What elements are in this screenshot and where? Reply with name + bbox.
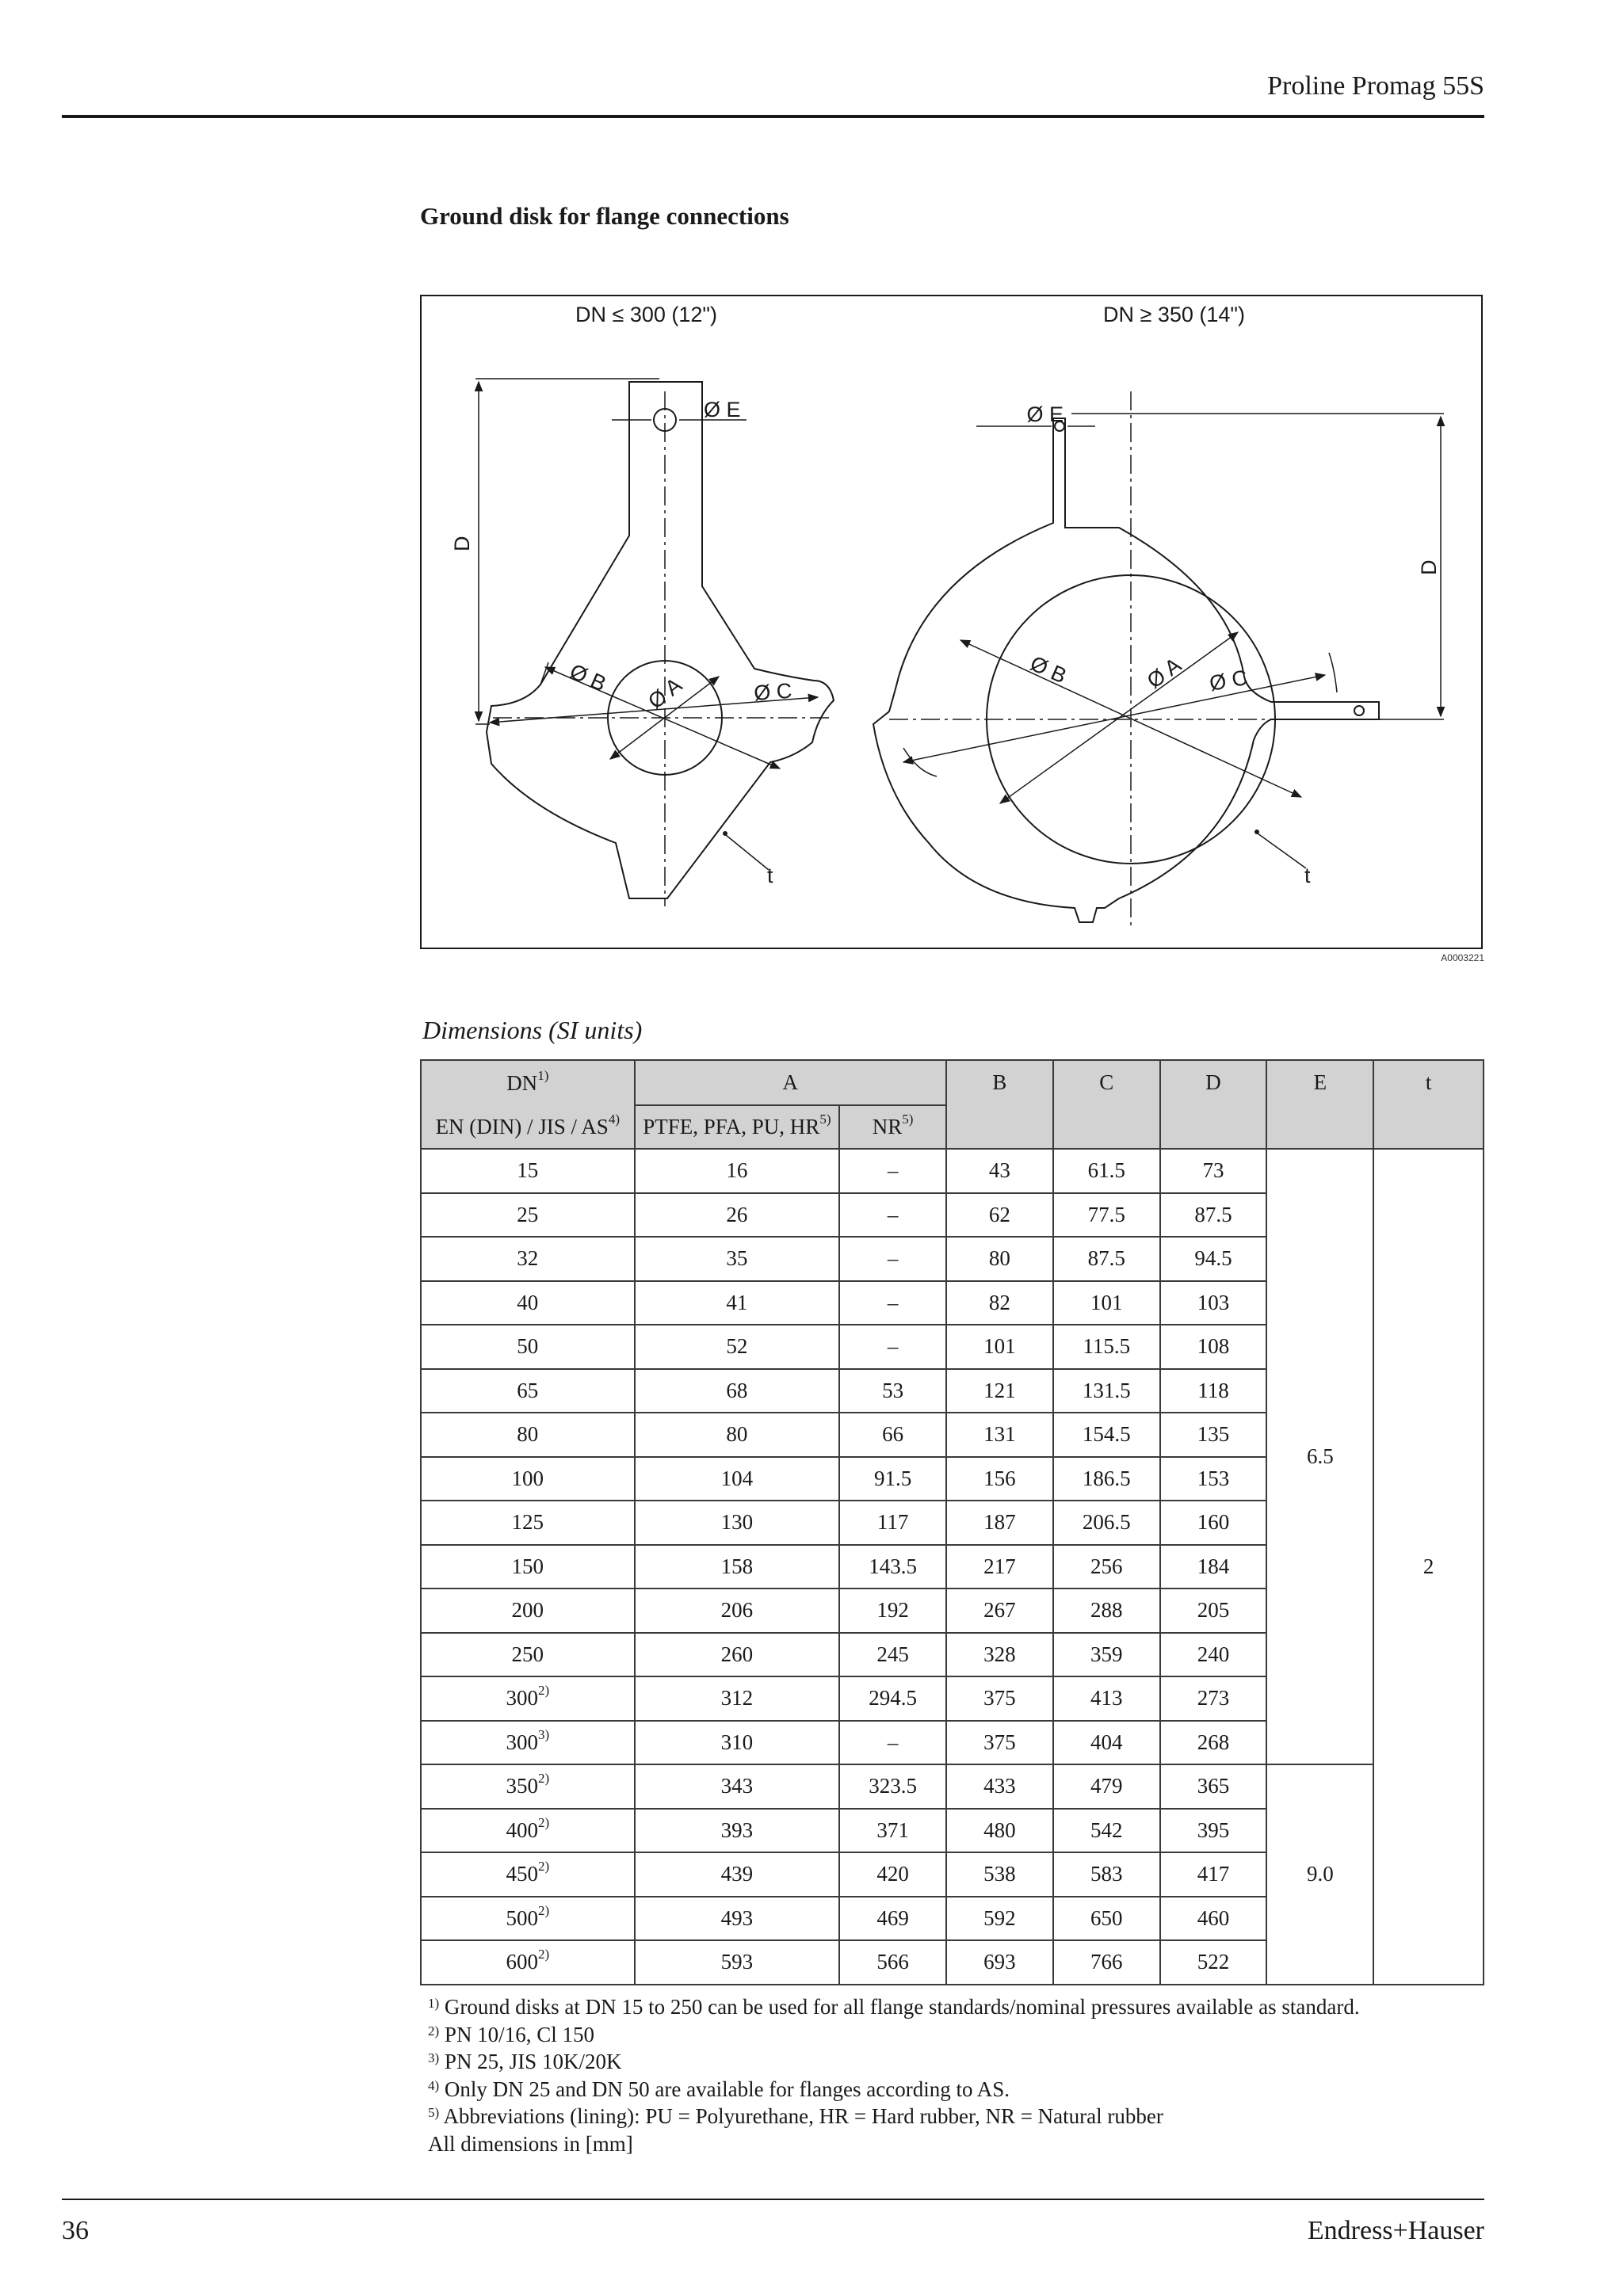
- cell-b: 131: [946, 1413, 1053, 1457]
- label-t-right: t: [1304, 864, 1311, 887]
- figure-code: A0003221: [1441, 952, 1484, 963]
- cell-c: 413: [1053, 1676, 1160, 1721]
- cell-d: 135: [1160, 1413, 1267, 1457]
- cell-dn: 300$^{3)}$: [421, 1721, 635, 1765]
- cell-dn: 450$^{2)}$: [421, 1852, 635, 1897]
- cell-c: 479: [1053, 1764, 1160, 1809]
- cell-d: 522: [1160, 1940, 1267, 1985]
- cell-a-ptfe: 310: [635, 1721, 840, 1765]
- cell-dn: 32: [421, 1237, 635, 1281]
- cell-d: 184: [1160, 1545, 1267, 1589]
- cell-d: 395: [1160, 1809, 1267, 1853]
- cell-a-ptfe: 16: [635, 1149, 840, 1193]
- cell-a-ptfe: 158: [635, 1545, 840, 1589]
- label-d-right: D: [1417, 559, 1441, 575]
- label-t-left: t: [767, 864, 773, 887]
- cell-b: 693: [946, 1940, 1053, 1985]
- cell-a-nr: 143.5: [839, 1545, 946, 1589]
- cell-b: 267: [946, 1589, 1053, 1633]
- cell-c: 542: [1053, 1809, 1160, 1853]
- cell-b: 375: [946, 1676, 1053, 1721]
- cell-d: 87.5: [1160, 1193, 1267, 1238]
- cell-a-nr: –: [839, 1281, 946, 1325]
- cell-a-ptfe: 130: [635, 1501, 840, 1545]
- cell-d: 160: [1160, 1501, 1267, 1545]
- cell-dn: 15: [421, 1149, 635, 1193]
- cell-a-nr: –: [839, 1149, 946, 1193]
- ground-disk-drawing: [422, 296, 1481, 948]
- cell-c: 154.5: [1053, 1413, 1160, 1457]
- large-disk-hole: [1354, 706, 1364, 715]
- cell-a-ptfe: 206: [635, 1589, 840, 1633]
- cell-a-ptfe: 26: [635, 1193, 840, 1238]
- cell-e-group-1: 6.5: [1266, 1149, 1373, 1764]
- label-e-left: Ø E: [704, 398, 741, 421]
- label-b-right: Ø B: [1026, 651, 1071, 688]
- header-b: B: [946, 1060, 1053, 1149]
- cell-dn: 65: [421, 1369, 635, 1413]
- cell-a-nr: –: [839, 1721, 946, 1765]
- section-title: Ground disk for flange connections: [420, 202, 789, 230]
- cell-a-nr: –: [839, 1237, 946, 1281]
- cell-a-ptfe: 68: [635, 1369, 840, 1413]
- large-disk-outline: [873, 418, 1379, 922]
- cell-dn: 40: [421, 1281, 635, 1325]
- cell-c: 101: [1053, 1281, 1160, 1325]
- cell-a-nr: 294.5: [839, 1676, 946, 1721]
- cell-dn: 400$^{2)}$: [421, 1809, 635, 1853]
- cell-a-nr: 420: [839, 1852, 946, 1897]
- label-d-left: D: [450, 536, 474, 551]
- cell-d: 103: [1160, 1281, 1267, 1325]
- header-dn: DN$^{1)}$: [421, 1060, 635, 1105]
- label-dn-small: DN ≤ 300 (12"): [575, 303, 717, 326]
- cell-d: 94.5: [1160, 1237, 1267, 1281]
- cell-d: 73: [1160, 1149, 1267, 1193]
- cell-a-ptfe: 35: [635, 1237, 840, 1281]
- cell-a-nr: 371: [839, 1809, 946, 1853]
- cell-b: 62: [946, 1193, 1053, 1238]
- header-a-nr: NR$^{5)}$: [839, 1105, 946, 1149]
- cell-dn: 25: [421, 1193, 635, 1238]
- cell-a-nr: 53: [839, 1369, 946, 1413]
- footnote: All dimensions in [mm]: [428, 2131, 633, 2156]
- label-e-right: Ø E: [1026, 402, 1064, 426]
- cell-b: 375: [946, 1721, 1053, 1765]
- cell-t: 2: [1373, 1149, 1484, 1985]
- header-a: A: [635, 1060, 946, 1105]
- cell-dn: 250: [421, 1633, 635, 1677]
- document-header-title: Proline Promag 55S: [1267, 71, 1484, 101]
- cell-dn: 200: [421, 1589, 635, 1633]
- cell-c: 766: [1053, 1940, 1160, 1985]
- header-e: E: [1266, 1060, 1373, 1149]
- dimensions-table: [420, 1059, 1484, 1985]
- cell-a-nr: 469: [839, 1897, 946, 1941]
- cell-dn: 600$^{2)}$: [421, 1940, 635, 1985]
- cell-dn: 50: [421, 1325, 635, 1369]
- cell-b: 121: [946, 1369, 1053, 1413]
- cell-a-ptfe: 260: [635, 1633, 840, 1677]
- cell-dn: 300$^{2)}$: [421, 1676, 635, 1721]
- cell-c: 131.5: [1053, 1369, 1160, 1413]
- footnote: $^{5)}$ Abbreviations (lining): PU = Polyurethane, HR = Hard rubber, NR = Natural rubber: [428, 2104, 1163, 2128]
- cell-b: 80: [946, 1237, 1053, 1281]
- cell-a-nr: 192: [839, 1589, 946, 1633]
- cell-dn: 80: [421, 1413, 635, 1457]
- cell-d: 240: [1160, 1633, 1267, 1677]
- cell-a-nr: 566: [839, 1940, 946, 1985]
- header-d: D: [1160, 1060, 1267, 1149]
- cell-c: 61.5: [1053, 1149, 1160, 1193]
- cell-c: 206.5: [1053, 1501, 1160, 1545]
- cell-a-ptfe: 493: [635, 1897, 840, 1941]
- cell-c: 186.5: [1053, 1457, 1160, 1501]
- cell-a-ptfe: 439: [635, 1852, 840, 1897]
- page-number: 36: [62, 2216, 89, 2245]
- cell-d: 153: [1160, 1457, 1267, 1501]
- cell-b: 43: [946, 1149, 1053, 1193]
- table-row: [421, 1149, 1484, 1193]
- footer-brand: Endress+Hauser: [1307, 2216, 1484, 2245]
- cell-c: 650: [1053, 1897, 1160, 1941]
- cell-c: 288: [1053, 1589, 1160, 1633]
- label-b-left: Ø B: [566, 659, 610, 696]
- cell-d: 365: [1160, 1764, 1267, 1809]
- cell-a-nr: –: [839, 1325, 946, 1369]
- header-rule: [62, 115, 1484, 118]
- cell-d: 268: [1160, 1721, 1267, 1765]
- cell-dn: 125: [421, 1501, 635, 1545]
- cell-b: 592: [946, 1897, 1053, 1941]
- cell-a-ptfe: 593: [635, 1940, 840, 1985]
- cell-a-ptfe: 343: [635, 1764, 840, 1809]
- footnote: $^{4)}$ Only DN 25 and DN 50 are available for flanges according to AS.: [428, 2077, 1010, 2101]
- cell-d: 108: [1160, 1325, 1267, 1369]
- cell-a-nr: –: [839, 1193, 946, 1238]
- cell-a-nr: 91.5: [839, 1457, 946, 1501]
- cell-b: 82: [946, 1281, 1053, 1325]
- cell-b: 156: [946, 1457, 1053, 1501]
- cell-a-ptfe: 80: [635, 1413, 840, 1457]
- cell-c: 115.5: [1053, 1325, 1160, 1369]
- cell-dn: 350$^{2)}$: [421, 1764, 635, 1809]
- footnotes: [428, 1993, 1360, 2157]
- header-dn-standard: EN (DIN) / JIS / AS$^{4)}$: [421, 1105, 635, 1149]
- cell-a-nr: 245: [839, 1633, 946, 1677]
- cell-b: 328: [946, 1633, 1053, 1677]
- label-c-left: Ø C: [753, 678, 793, 705]
- cell-e-group-2: 9.0: [1266, 1764, 1373, 1985]
- cell-dn: 500$^{2)}$: [421, 1897, 635, 1941]
- cell-a-ptfe: 312: [635, 1676, 840, 1721]
- footnote: $^{1)}$ Ground disks at DN 15 to 250 can be used for all flange standards/nominal pressures available as standard.: [428, 1995, 1360, 2019]
- cell-d: 460: [1160, 1897, 1267, 1941]
- footnote: $^{3)}$ PN 25, JIS 10K/20K: [428, 2050, 622, 2073]
- cell-c: 359: [1053, 1633, 1160, 1677]
- cell-d: 417: [1160, 1852, 1267, 1897]
- cell-b: 538: [946, 1852, 1053, 1897]
- cell-d: 118: [1160, 1369, 1267, 1413]
- label-a-right: Ø A: [1142, 653, 1186, 693]
- cell-c: 87.5: [1053, 1237, 1160, 1281]
- footer-rule: [62, 2199, 1484, 2200]
- label-a-left: Ø A: [643, 673, 687, 714]
- cell-d: 273: [1160, 1676, 1267, 1721]
- table-caption: Dimensions (SI units): [422, 1016, 643, 1044]
- cell-b: 187: [946, 1501, 1053, 1545]
- cell-b: 217: [946, 1545, 1053, 1589]
- cell-b: 480: [946, 1809, 1053, 1853]
- cell-c: 256: [1053, 1545, 1160, 1589]
- header-c: C: [1053, 1060, 1160, 1149]
- cell-d: 205: [1160, 1589, 1267, 1633]
- cell-dn: 100: [421, 1457, 635, 1501]
- cell-b: 433: [946, 1764, 1053, 1809]
- cell-a-nr: 117: [839, 1501, 946, 1545]
- header-t: t: [1373, 1060, 1484, 1149]
- cell-a-nr: 323.5: [839, 1764, 946, 1809]
- label-dn-large: DN ≥ 350 (14"): [1103, 303, 1245, 326]
- cell-c: 77.5: [1053, 1193, 1160, 1238]
- cell-c: 404: [1053, 1721, 1160, 1765]
- cell-a-ptfe: 52: [635, 1325, 840, 1369]
- table-row: [421, 1764, 1484, 1809]
- cell-c: 583: [1053, 1852, 1160, 1897]
- cell-dn: 150: [421, 1545, 635, 1589]
- label-c-right: Ø C: [1207, 666, 1250, 696]
- cell-a-ptfe: 41: [635, 1281, 840, 1325]
- small-disk-outline: [487, 382, 834, 898]
- cell-a-nr: 66: [839, 1413, 946, 1457]
- cell-a-ptfe: 393: [635, 1809, 840, 1853]
- cell-b: 101: [946, 1325, 1053, 1369]
- ground-disk-figure: [420, 295, 1483, 949]
- footnote: $^{2)}$ PN 10/16, Cl 150: [428, 2022, 594, 2046]
- cell-a-ptfe: 104: [635, 1457, 840, 1501]
- header-a-ptfe: PTFE, PFA, PU, HR$^{5)}$: [635, 1105, 840, 1149]
